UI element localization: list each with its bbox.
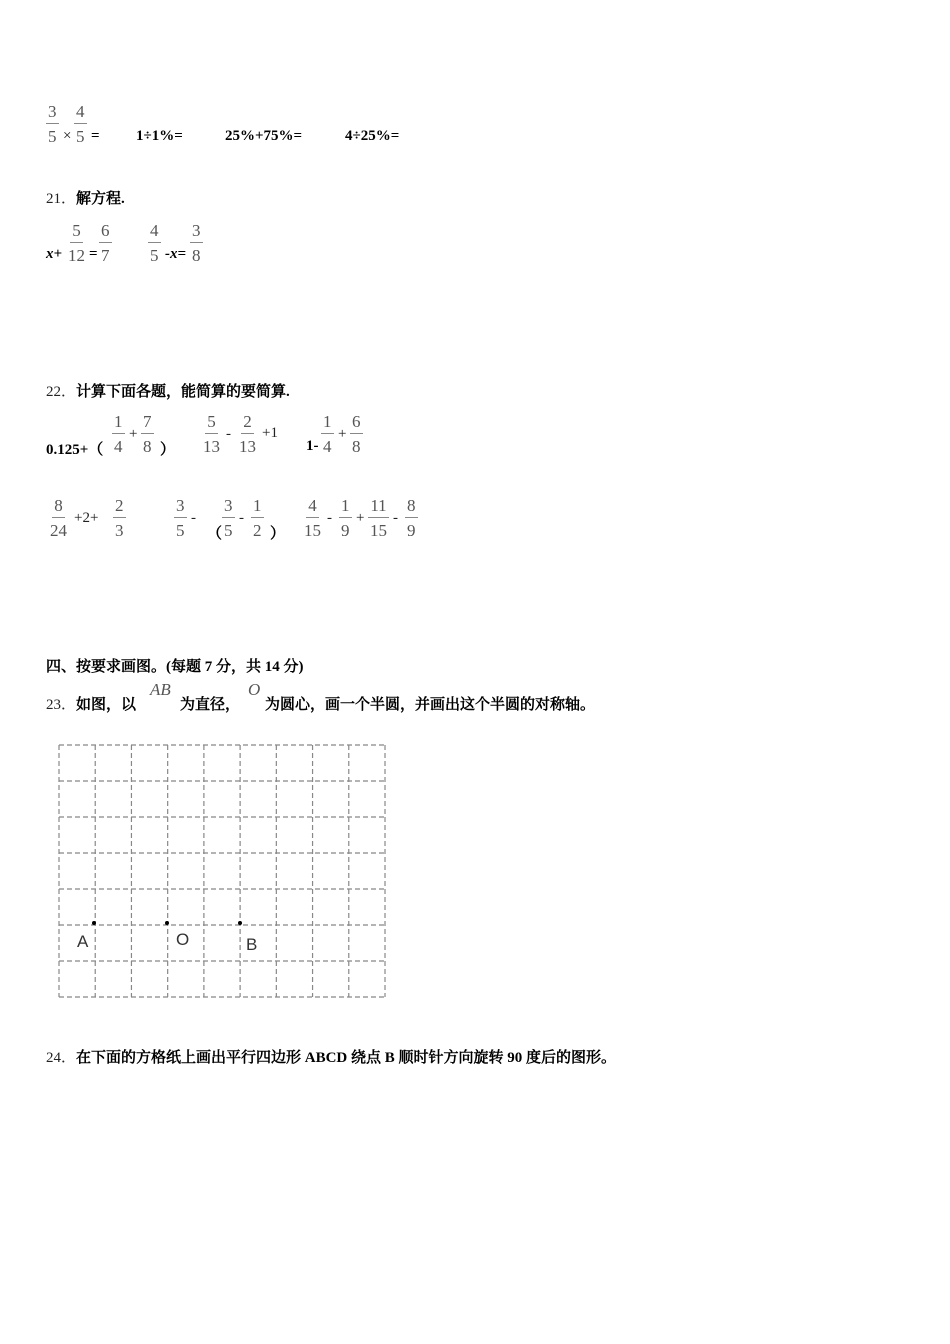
fraction: $\frac{1}{9}$ [341, 496, 350, 540]
question-text: 在下面的方格纸上画出平行四边形 ABCD 绕点 B 顺时针方向旋转 90 度后的图形。 [76, 1050, 617, 1066]
point-a-dot [92, 921, 96, 925]
section-title: 四、按要求画图。(每题 7 分，共 14 分) [46, 659, 304, 675]
point-b-label: B [246, 935, 258, 954]
question-number: 21． [46, 191, 77, 207]
fraction: $\frac{4}{5}$ [76, 102, 85, 146]
row20-item2: 1÷1%= [136, 128, 183, 144]
q21-heading [46, 187, 125, 208]
equals: = [91, 128, 100, 144]
variable-ab: AB [150, 680, 171, 699]
row20-item4: 4÷25%= [345, 128, 400, 144]
question-title: 解方程. [76, 191, 125, 207]
expression-tail: +1 [262, 425, 278, 441]
operator: - [191, 510, 196, 526]
row20-item3: 25%+75%= [225, 128, 303, 144]
question-number: 22． [46, 384, 77, 400]
fraction: $\frac{1}{4}$ [323, 412, 332, 456]
close-paren: ） [270, 526, 286, 542]
operator: - [393, 510, 398, 526]
question-text-2: 为直径， [180, 697, 241, 713]
point-a-label: A [77, 932, 89, 951]
equation-mid: -x= [165, 246, 187, 262]
q22-heading [46, 380, 290, 401]
question-title: 计算下面各题，能简算的要简算. [76, 384, 290, 400]
point-o-dot [165, 921, 169, 925]
fraction: $\frac{4}{15}$ [304, 496, 321, 540]
question-text-1: 如图，以 [76, 697, 137, 713]
close-paren: ） [160, 442, 176, 458]
expression-lead: 0.125+（ [46, 442, 104, 458]
fraction: $\frac{2}{3}$ [115, 496, 124, 540]
point-b-dot [238, 921, 242, 925]
operator: - [239, 510, 244, 526]
fraction: $\frac{6}{7}$ [101, 221, 110, 265]
operator: - [327, 510, 332, 526]
q23-grid [58, 744, 386, 998]
operator: + [356, 510, 365, 526]
q23-lead [46, 693, 136, 714]
fraction: $\frac{8}{9}$ [407, 496, 416, 540]
equals: = [89, 246, 98, 262]
fraction: $\frac{3}{5}$ [176, 496, 185, 540]
fraction: $\frac{1}{4}$ [114, 412, 123, 456]
fraction: $\frac{11}{15}$ [370, 496, 387, 540]
fraction: $\frac{5}{13}$ [203, 412, 220, 456]
operator: + [129, 426, 138, 442]
fraction: $\frac{6}{8}$ [352, 412, 361, 456]
question-text-3: 为圆心，画一个半圆，并画出这个半圆的对称轴。 [265, 697, 596, 713]
fraction: $\frac{1}{2}$ [253, 496, 262, 540]
operator: - [226, 426, 231, 442]
fraction: $\frac{4}{5}$ [150, 221, 159, 265]
operator: +2+ [74, 510, 99, 526]
expression-lead: 1- [306, 438, 319, 454]
equation-lhs: x+ [46, 246, 63, 262]
fraction: $\frac{3}{5}$ [48, 102, 57, 146]
operator: × [63, 128, 72, 144]
point-o-label: O [176, 930, 190, 949]
dashed-grid [58, 744, 386, 998]
question-number: 24． [46, 1050, 77, 1066]
fraction: $\frac{3}{8}$ [192, 221, 201, 265]
open-paren: （ [207, 526, 223, 542]
fraction: $\frac{5}{12}$ [68, 221, 85, 265]
q24-text [46, 1046, 616, 1067]
fraction: $\frac{3}{5}$ [224, 496, 233, 540]
fraction: $\frac{8}{24}$ [50, 496, 67, 540]
fraction: $\frac{7}{8}$ [143, 412, 152, 456]
question-number: 23． [46, 697, 77, 713]
fraction: $\frac{2}{13}$ [239, 412, 256, 456]
variable-o: O [248, 680, 261, 699]
operator: + [338, 426, 347, 442]
